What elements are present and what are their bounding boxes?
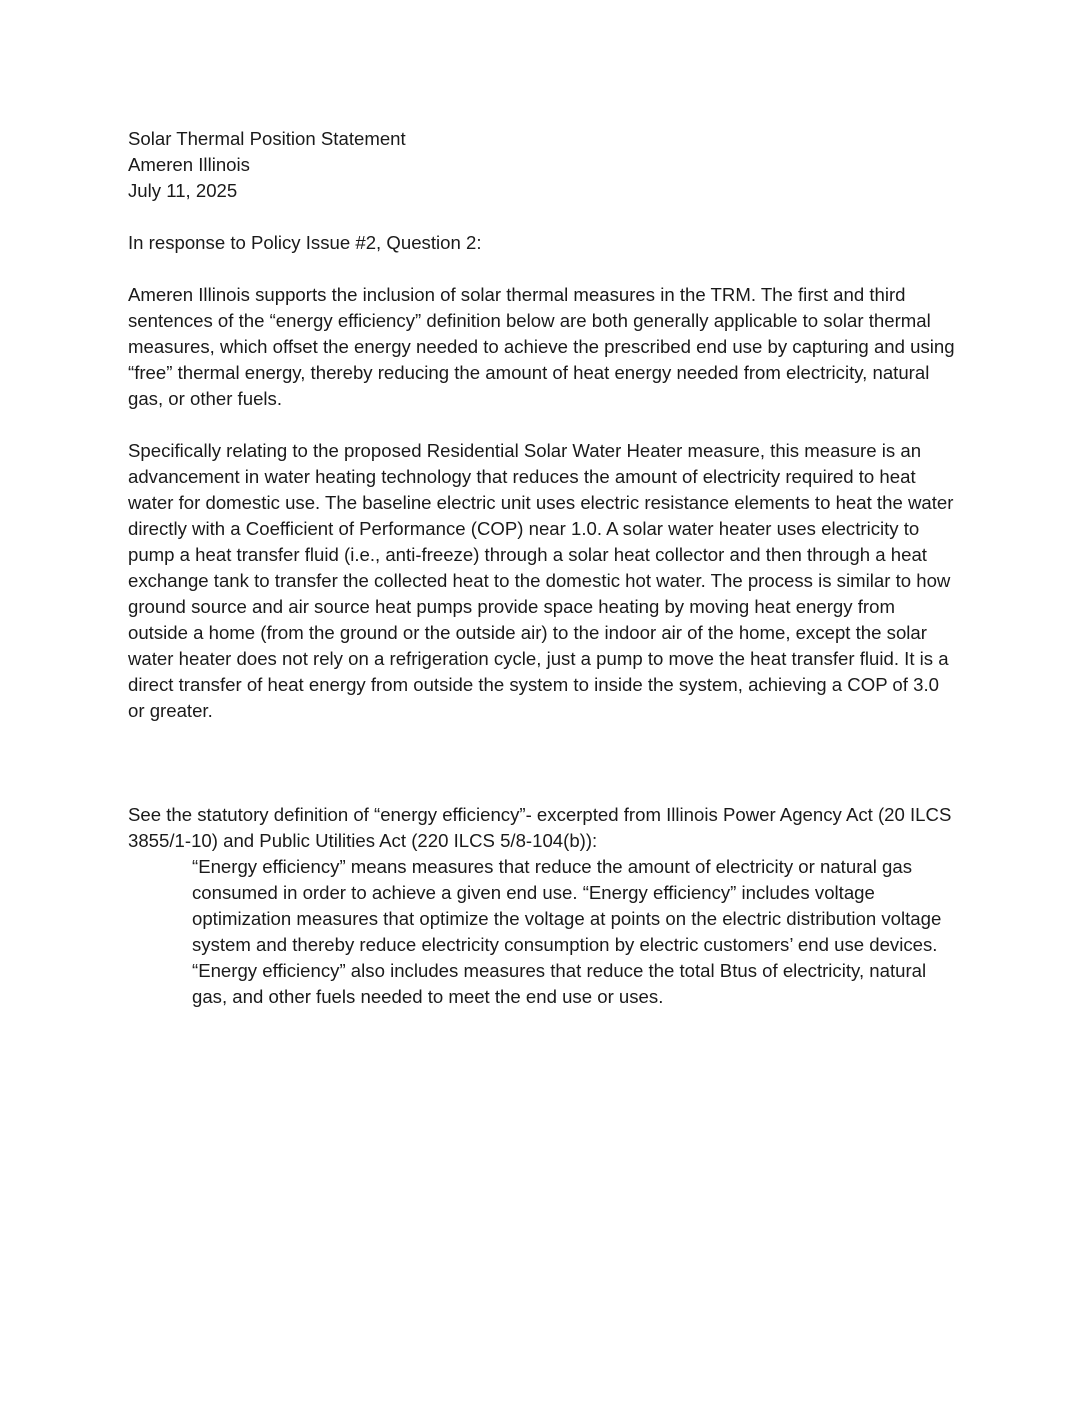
support-paragraph: Ameren Illinois supports the inclusion of solar thermal measures in the TRM. The first and third sentences of the “energy efficiency” definition below are both generally applicable to solar thermal measures, which offset the energy needed to achieve the prescribed end use by capturing and using “free” thermal energy, thereby reducing the amount of heat energy needed from electricity, natural gas, or other fuels. bbox=[128, 284, 955, 409]
spacer bbox=[128, 412, 960, 438]
spacer bbox=[128, 204, 960, 230]
spacer bbox=[128, 724, 960, 802]
definition-intro: See the statutory definition of “energy efficiency”- excerpted from Illinois Power Agency Act (20 ILCS 3855/1-10) and Public Utilities Act (220 ILCS 5/8-104(b)): bbox=[128, 804, 952, 851]
spacer bbox=[128, 256, 960, 282]
document-date: July 11, 2025 bbox=[128, 180, 238, 201]
intro-line: In response to Policy Issue #2, Question 2: bbox=[128, 232, 482, 253]
document-content bbox=[128, 126, 960, 1010]
solar-water-heater-paragraph: Specifically relating to the proposed Residential Solar Water Heater measure, this measure is an advancement in water heating technology that reduces the amount of electricity required to heat water for domestic use. The baseline electric unit uses electric resistance elements to heat the water directly with a Coefficient of Performance (COP) near 1.0. A solar water heater uses electricity to pump a heat transfer fluid (i.e., anti-freeze) through a solar heat collector and then through a heat exchange tank to transfer the collected heat to the domestic hot water. The process is similar to how ground source and air source heat pumps provide space heating by moving heat energy from outside a home (from the ground or the outside air) to the indoor air of the home, except the solar water heater does not rely on a refrigeration cycle, just a pump to move the heat transfer fluid. It is a direct transfer of heat energy from outside the system to inside the system, achieving a COP of 3.0 or greater. bbox=[128, 440, 954, 721]
definition-quote: “Energy efficiency” means measures that reduce the amount of electricity or natural gas consumed in order to achieve a given end use. “Energy efficiency” includes voltage optimization measures that optimize the voltage at points on the electric distribution voltage system and thereby reduce electricity consumption by electric customers’ end use devices. “Energy efficiency” also includes measures that reduce the total Btus of electricity, natural gas, and other fuels needed to meet the end use or uses. bbox=[192, 856, 942, 1007]
organization-name: Ameren Illinois bbox=[128, 154, 250, 175]
document-title: Solar Thermal Position Statement bbox=[128, 128, 406, 149]
